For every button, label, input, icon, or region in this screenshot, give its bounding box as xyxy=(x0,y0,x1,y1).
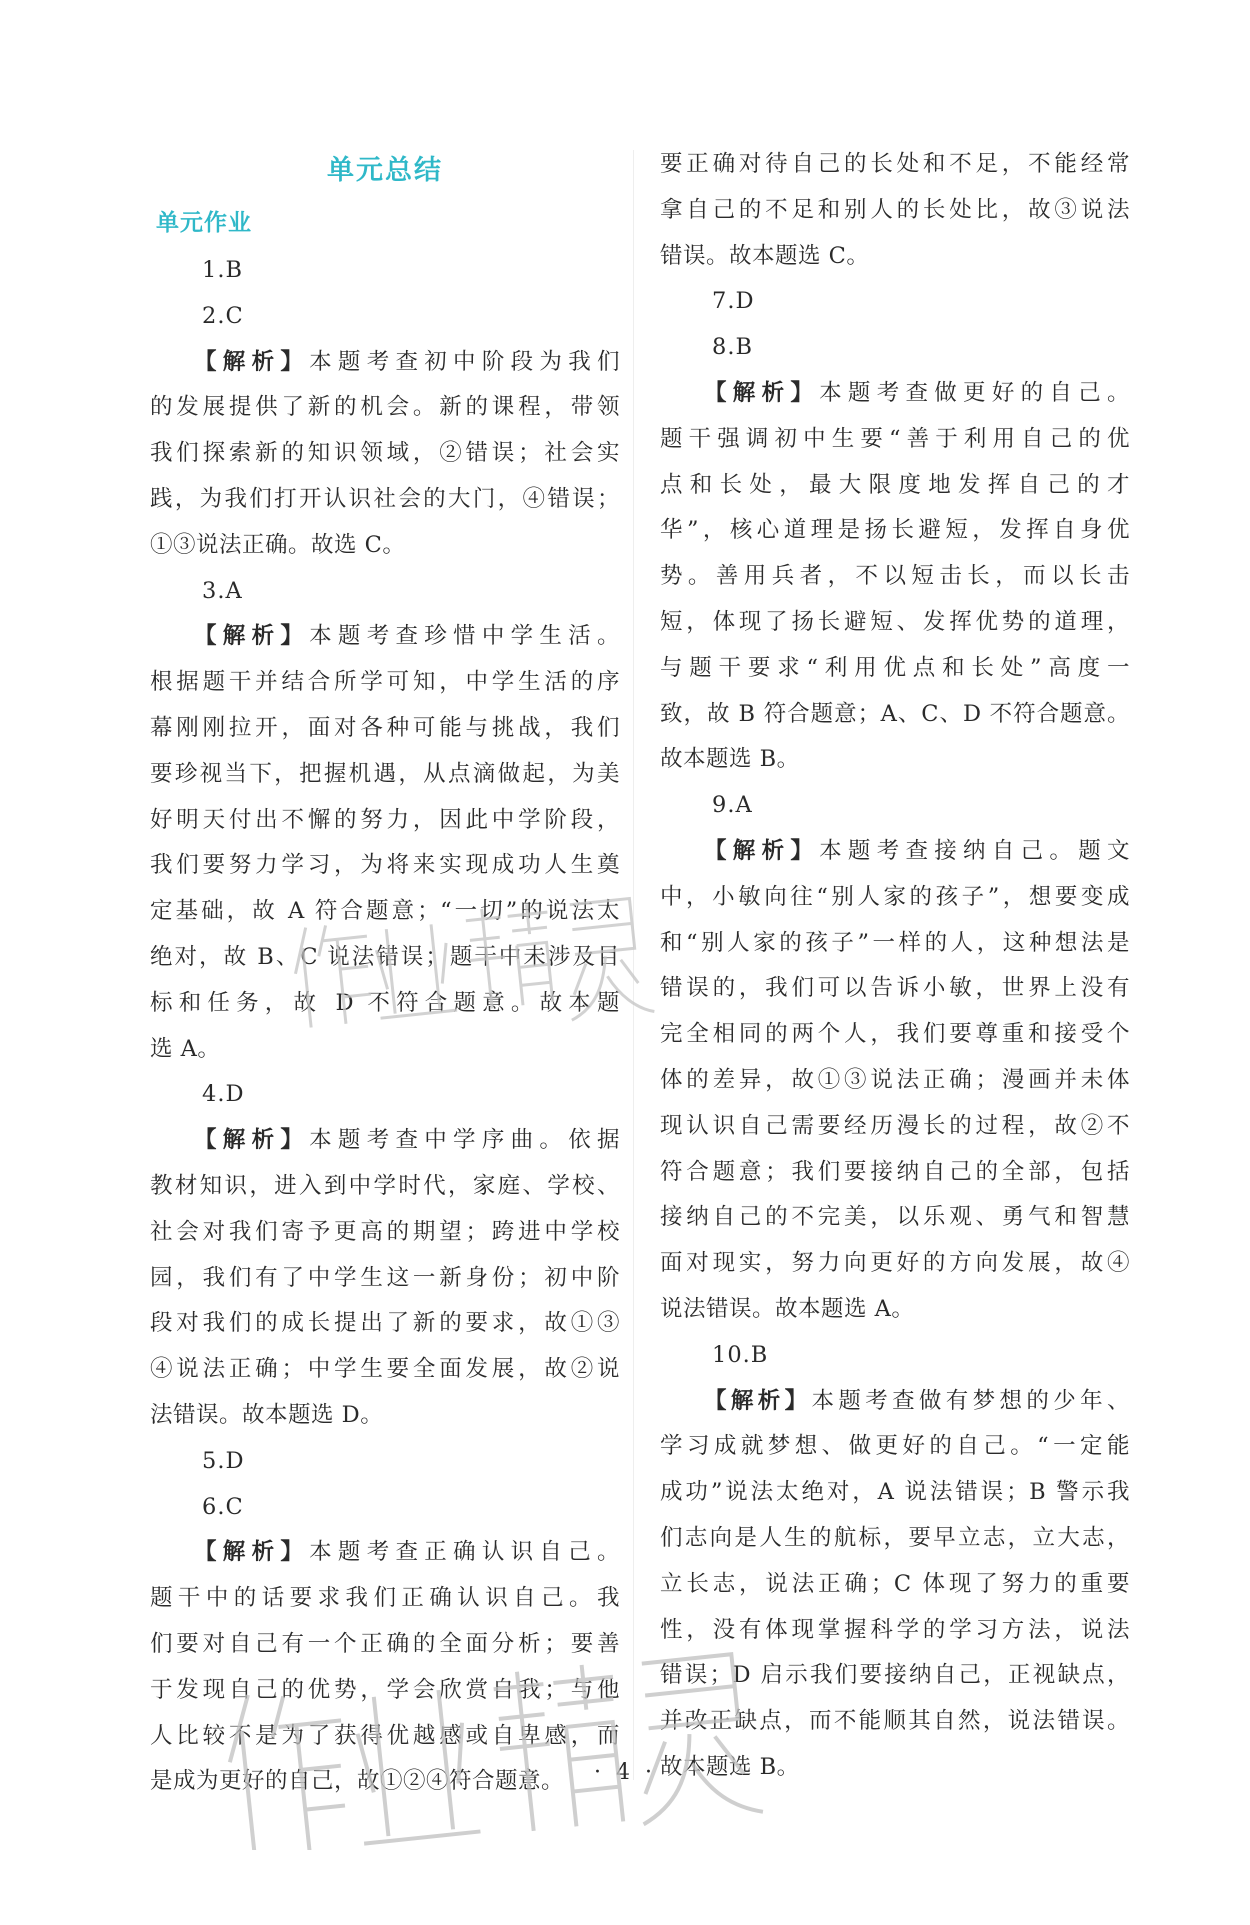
explanation-line xyxy=(150,340,620,386)
answer-number: 1.B xyxy=(202,257,244,283)
explanation-line: 教材知识，进入到中学时代，家庭、学校、 xyxy=(150,1172,620,1199)
explanation-text: 本题考查正确认识自己。 xyxy=(309,1539,620,1566)
section-title: 单元总结 xyxy=(327,155,443,186)
answer-number: 10.B xyxy=(712,1341,769,1368)
explanation-line: 立长志，说法正确；C 体现了努力的重要 xyxy=(660,1570,1130,1597)
explanation-tag: 【解析】 xyxy=(704,837,820,864)
explanation-line: 成功”说法太绝对，A 说法错误；B 警示我 xyxy=(660,1479,1130,1506)
answer-number: 4.D xyxy=(202,1081,245,1108)
explanation-text: 本题考查做更好的自己。 xyxy=(819,379,1130,406)
explanation-line: 社会对我们寄予更高的期望；跨进中学校 xyxy=(150,1218,620,1245)
explanation-line: 好明天付出不懈的努力，因此中学阶段， xyxy=(150,806,620,833)
explanation-tag: 【解析】 xyxy=(194,1127,310,1154)
explanation-text: 本题考查做有梦想的少年、 xyxy=(811,1387,1130,1414)
explanation-tag: 【解析】 xyxy=(704,379,820,406)
explanation-line: 现认识自己需要经历漫长的过程，故②不 xyxy=(660,1112,1130,1139)
answer-number: 8.B xyxy=(712,334,754,361)
explanation-tag: 【解析】 xyxy=(194,348,310,375)
subsection-title: 单元作业 xyxy=(156,210,252,236)
explanation-line: 学习成就梦想、做更好的自己。“一定能 xyxy=(660,1433,1130,1460)
explanation-line: 故本题选 B。 xyxy=(660,1753,800,1780)
explanation-line: 接纳自己的不完美，以乐观、勇气和智慧 xyxy=(660,1204,1130,1231)
continued-line: 错误。故本题选 C。 xyxy=(660,242,870,269)
explanation-line: ④说法正确；中学生要全面发展，故②说 xyxy=(150,1356,620,1383)
explanation-line: 绝对，故 B、C 说法错误；题干中未涉及目 xyxy=(150,943,620,970)
explanation-line: 于发现自己的优势，学会欣赏自我；与他 xyxy=(150,1676,620,1703)
explanation-tag: 【解析】 xyxy=(704,1387,812,1414)
explanation-line xyxy=(660,829,1130,875)
explanation-line: 性，没有体现掌握科学的学习方法，说法 xyxy=(660,1616,1130,1643)
explanation-line: 选 A。 xyxy=(150,1035,221,1062)
explanation-line: 是成为更好的自己，故①②④符合题意。 xyxy=(150,1768,565,1795)
answer-number: 6.C xyxy=(202,1493,244,1520)
explanation-line: 错误；D 启示我们要接纳自己，正视缺点， xyxy=(660,1662,1130,1689)
answer-number: 2.C xyxy=(202,302,244,329)
explanation-line: 短，体现了扬长避短、发挥优势的道理， xyxy=(660,608,1130,635)
explanation-line: 符合题意；我们要接纳自己的全部，包括 xyxy=(660,1158,1130,1185)
page-number: · 4 · xyxy=(594,1760,656,1785)
explanation-line: 根据题干并结合所学可知，中学生活的序 xyxy=(150,669,620,696)
explanation-text: 本题考查接纳自己。题文 xyxy=(819,837,1130,864)
explanation-line: 并改正缺点，而不能顺其自然，说法错误。 xyxy=(660,1708,1130,1735)
explanation-tag: 【解析】 xyxy=(194,623,310,650)
explanation-line xyxy=(660,371,1130,417)
answer-number: 7.D xyxy=(712,288,755,315)
explanation-line: 和“别人家的孩子”一样的人，这种想法是 xyxy=(660,929,1130,956)
explanation-line xyxy=(150,1118,620,1164)
answer-number: 9.A xyxy=(712,792,753,819)
explanation-text: 本题考查中学序曲。依据 xyxy=(309,1127,620,1154)
explanation-line: 与题干要求“利用优点和长处”高度一 xyxy=(660,654,1130,681)
explanation-line: 的发展提供了新的机会。新的课程，带领 xyxy=(150,394,620,421)
explanation-tag: 【解析】 xyxy=(194,1539,310,1566)
explanation-line: 题干中的话要求我们正确认识自己。我 xyxy=(150,1585,620,1612)
explanation-line: 说法错误。故本题选 A。 xyxy=(660,1295,915,1322)
explanation-line: 我们要努力学习，为将来实现成功人生奠 xyxy=(150,852,620,879)
answer-number: 5.D xyxy=(202,1447,245,1474)
explanation-line xyxy=(150,614,620,660)
explanation-line: 我们探索新的知识领域，②错误；社会实 xyxy=(150,440,620,467)
continued-line: 要正确对待自己的长处和不足，不能经常 xyxy=(660,151,1130,177)
explanation-line: 要珍视当下，把握机遇，从点滴做起，为美 xyxy=(150,760,620,787)
continued-line: 拿自己的不足和别人的长处比，故③说法 xyxy=(660,196,1130,223)
explanation-line: 华”，核心道理是扬长避短，发挥自身优 xyxy=(660,517,1130,544)
explanation-line: 致，故 B 符合题意；A、C、D 不符合题意。 xyxy=(660,700,1130,727)
explanation-line: 践，为我们打开认识社会的大门，④错误； xyxy=(150,485,620,512)
left-column-content xyxy=(150,248,620,1805)
column-divider xyxy=(633,150,634,1780)
explanation-line: 定基础，故 A 符合题意；“一切”的说法太 xyxy=(150,898,620,925)
explanation-line: 人比较不是为了获得优越感或自卑感，而 xyxy=(150,1722,620,1749)
explanation-line: 面对现实，努力向更好的方向发展，故④ xyxy=(660,1250,1130,1277)
explanation-line: 园，我们有了中学生这一新身份；初中阶 xyxy=(150,1264,620,1291)
explanation-line xyxy=(660,1379,1130,1425)
explanation-line: 完全相同的两个人，我们要尊重和接受个 xyxy=(660,1021,1130,1048)
explanation-text: 本题考查初中阶段为我们 xyxy=(309,348,620,375)
explanation-line: 们要对自己有一个正确的全面分析；要善 xyxy=(150,1630,620,1657)
explanation-line: 错误的，我们可以告诉小敏，世界上没有 xyxy=(660,975,1130,1002)
explanation-line: 点和长处，最大限度地发挥自己的才 xyxy=(660,471,1130,498)
explanation-line: ①③说法正确。故选 C。 xyxy=(150,531,406,558)
explanation-line: 势。善用兵者，不以短击长，而以长击 xyxy=(660,563,1130,590)
explanation-line: 故本题选 B。 xyxy=(660,746,800,773)
explanation-line: 中，小敏向往“别人家的孩子”，想要变成 xyxy=(660,883,1130,910)
explanation-line: 法错误。故本题选 D。 xyxy=(150,1401,384,1428)
explanation-line: 幕刚刚拉开，面对各种可能与挑战，我们 xyxy=(150,714,620,741)
explanation-line: 标和任务，故 D 不符合题意。故本题 xyxy=(150,989,620,1016)
right-column-content xyxy=(660,142,1130,1791)
explanation-line xyxy=(150,1530,620,1576)
explanation-line: 们志向是人生的航标，要早立志，立大志， xyxy=(660,1524,1130,1551)
explanation-line: 体的差异，故①③说法正确；漫画并未体 xyxy=(660,1066,1130,1093)
answer-number: 3.A xyxy=(202,577,243,604)
explanation-line: 段对我们的成长提出了新的要求，故①③ xyxy=(150,1310,620,1337)
explanation-text: 本题考查珍惜中学生活。 xyxy=(309,623,620,650)
explanation-line: 题干强调初中生要“善于利用自己的优 xyxy=(660,425,1130,452)
